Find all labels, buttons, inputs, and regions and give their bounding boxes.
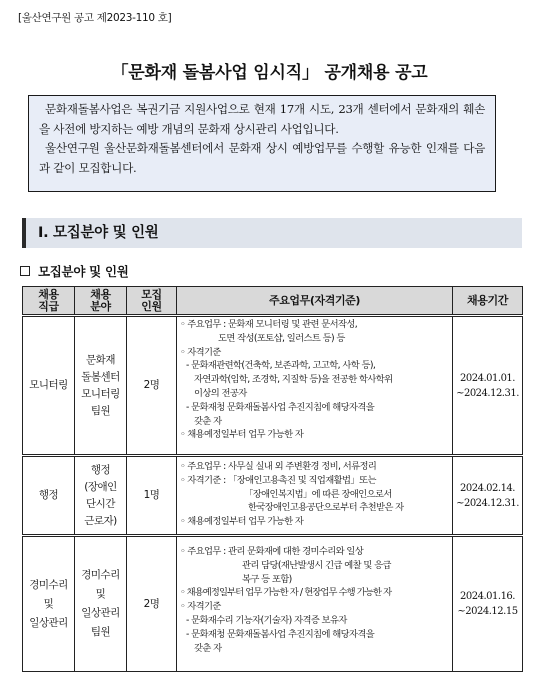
cell-count: 2명	[127, 536, 177, 672]
cell-line: 근로자)	[84, 514, 117, 527]
header-count-line: 모집	[141, 287, 162, 301]
page-title: 「문화재 돌봄사업 임시직」 공개채용 공고	[111, 63, 428, 83]
cell-line: 경미수리	[81, 569, 120, 581]
cell-line: 일상관리	[81, 607, 120, 619]
cell-field	[75, 536, 127, 672]
cell-rank	[23, 456, 75, 536]
cell-line: 모니터링	[29, 379, 68, 391]
duty-line: 갖춘 자	[194, 642, 222, 654]
cell-line: 돌봄센터	[81, 370, 120, 383]
header-field-line: 분야	[90, 299, 111, 313]
header-rank	[23, 287, 75, 316]
cell-count: 2명	[127, 316, 177, 456]
cell-line: 행정	[90, 463, 111, 476]
subsection-heading	[20, 262, 129, 280]
cell-period	[453, 536, 523, 672]
cell-rank	[23, 536, 75, 672]
period-line: 2024.02.14.	[460, 482, 515, 494]
duty-line: 한국장애인고용공단으로부터 추천받은 자	[248, 502, 404, 514]
intro-paragraph: 울산연구원 울산문화재돌봄센터에서 문화재 상시 예방업무를 수행할 유능한 인재를 다음과 같이 모집합니다.	[39, 141, 485, 175]
notice-number: [울산연구원 공고 제2023-110 호]	[18, 12, 172, 24]
header-duties: 주요업무(자격기준)	[177, 287, 453, 316]
cell-line: 및	[95, 588, 106, 600]
table-row	[23, 316, 523, 456]
cell-line: 팀원	[90, 404, 111, 417]
intro-box	[28, 95, 496, 192]
duty-line: ◦ 채용예정일부터 업무 가능한 자 / 현장업무 수행 가능한 자	[180, 587, 392, 599]
duty-line: - 문화재청 문화재돌봄사업 추진지침에 해당자격을	[186, 401, 375, 413]
cell-line: 팀원	[90, 626, 111, 638]
square-bullet-icon	[20, 266, 30, 276]
duty-line: - 문화재관련학(건축학, 보존과학, 고고학, 사학 등),	[186, 360, 376, 372]
cell-duties	[177, 536, 453, 672]
duty-line: ◦ 자격기준	[180, 346, 221, 358]
subsection-label: 모집분야 및 인원	[38, 264, 129, 279]
duty-line: ◦ 채용예정일부터 업무 가능한 자	[180, 429, 304, 441]
cell-field	[75, 456, 127, 536]
duty-line: 이상의 전공자	[194, 387, 247, 399]
duty-line: - 문화재청 문화재돌봄사업 추진지침에 해당자격을	[186, 628, 375, 640]
duty-line: ◦ 주요업무 : 사무실 실내 외 주변환경 정비, 서류정리	[180, 461, 377, 472]
cell-line: 경미수리	[29, 578, 68, 591]
duty-line: 「장애인복지법」에 따른 장애인으로서	[244, 488, 392, 500]
header-period: 채용기간	[453, 287, 523, 316]
period-line: 2024.01.16.	[460, 591, 515, 602]
duty-line: ◦ 주요업무 : 문화재 모니터링 및 관련 문서작성,	[180, 319, 358, 330]
table-row	[23, 456, 523, 536]
cell-line: 및	[43, 597, 54, 610]
cell-line: 일상관리	[29, 616, 68, 629]
duty-line: 도면 작성(포토샵, 일러스트 등) 등	[218, 332, 345, 344]
duty-line: ◦ 주요업무 : 관리 문화재에 대한 경미수리와 일상	[180, 546, 364, 557]
duty-line: ◦ 채용예정일부터 업무 가능한 자	[180, 516, 304, 528]
section-heading: Ⅰ. 모집분야 및 인원	[22, 218, 522, 248]
period-line: 2024.01.01.	[460, 372, 515, 384]
duty-line: - 문화재수리 기능자(기술자) 자격증 보유자	[186, 614, 347, 626]
duty-line: 자연과학(임학, 조경학, 지질학 등)을 전공한 학사학위	[194, 374, 393, 386]
cell-duties	[177, 316, 453, 456]
intro-paragraph: 문화재돌봄사업은 복권기금 지원사업으로 현재 17개 시도, 23개 센터에서 문화재의 훼손을 사전에 방지하는 예방 개념의 문화재 상시관리 사업입니다.	[39, 102, 485, 136]
duty-line: 갖춘 자	[194, 415, 222, 427]
cell-line: 문화재	[86, 353, 115, 366]
cell-period	[453, 456, 523, 536]
period-line: ~2024.12.31.	[456, 497, 519, 509]
duty-line: 관리 담당(재난발생시 긴급 예찰 및 응급	[242, 559, 391, 571]
duty-line: ◦ 자격기준 : 「장애인고용촉진 및 직업재활법」또는	[180, 474, 376, 486]
cell-line: 단시간	[86, 497, 115, 510]
header-field	[75, 287, 127, 316]
table-row	[23, 536, 523, 672]
cell-line: (장애인	[84, 480, 117, 493]
header-rank-line: 직급	[38, 299, 59, 313]
header-field-line: 채용	[90, 287, 111, 301]
cell-period	[453, 316, 523, 456]
cell-count: 1명	[127, 456, 177, 536]
duty-line: 복구 등 포함)	[242, 573, 292, 585]
header-rank-line: 채용	[38, 287, 59, 301]
header-count	[127, 287, 177, 316]
header-count-line: 인원	[141, 299, 162, 313]
duty-line: ◦ 자격기준	[180, 601, 221, 613]
cell-line: 모니터링	[81, 387, 120, 400]
recruitment-table	[22, 286, 523, 672]
cell-field	[75, 316, 127, 456]
period-line: ~2024.12.15	[457, 606, 518, 617]
cell-line: 행정	[38, 489, 59, 501]
table-header-row	[23, 287, 523, 316]
cell-duties	[177, 456, 453, 536]
cell-rank	[23, 316, 75, 456]
period-line: ~2024.12.31.	[456, 387, 519, 399]
